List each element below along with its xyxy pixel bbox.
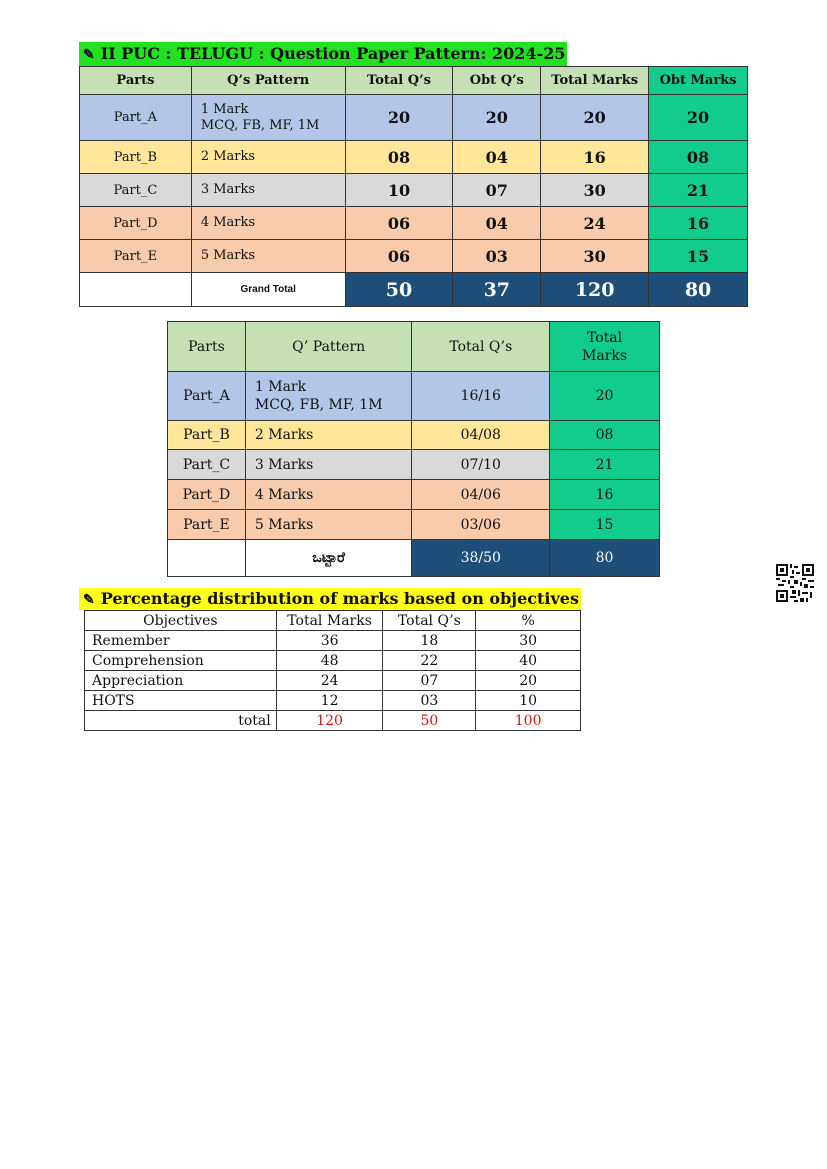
part-label: Part_E <box>80 240 192 273</box>
total-marks-cell: 120 <box>276 711 383 731</box>
total-marks-cell: 80 <box>550 540 660 577</box>
obt-marks-cell: 16 <box>649 207 748 240</box>
header-total-marks: Total Marks <box>276 611 383 631</box>
total-marks-cell: 21 <box>550 450 660 480</box>
pattern-cell: 5 Marks <box>245 510 412 540</box>
total-q-cell: 06 <box>345 207 453 240</box>
obt-q-cell: 03 <box>453 240 541 273</box>
pattern-line: MCQ, FB, MF, 1M <box>254 397 383 413</box>
pattern-cell <box>245 372 412 421</box>
total-q-cell: 04/08 <box>412 421 550 450</box>
objective-label: Comprehension <box>85 651 277 671</box>
total-marks-cell: 24 <box>541 207 649 240</box>
pattern-cell <box>191 95 345 141</box>
obt-q-cell: 04 <box>453 141 541 174</box>
table-header-row <box>85 611 581 631</box>
table-row <box>80 240 748 273</box>
header-pattern: Q’s Pattern <box>191 67 345 95</box>
pattern-cell: 2 Marks <box>245 421 412 450</box>
total-row <box>85 711 581 731</box>
obt-q-cell: 04 <box>453 207 541 240</box>
obt-marks-cell: 15 <box>649 240 748 273</box>
questions-cell: 18 <box>383 631 476 651</box>
grand-obt-q: 37 <box>453 273 541 307</box>
table-row <box>168 480 660 510</box>
header-obt-q: Obt Q’s <box>453 67 541 95</box>
total-questions-cell: 50 <box>383 711 476 731</box>
table-header-row <box>168 322 660 372</box>
part-label: Part_B <box>168 421 246 450</box>
table-row <box>80 95 748 141</box>
part-label: Part_D <box>168 480 246 510</box>
table-row <box>168 450 660 480</box>
total-marks-cell: 16 <box>550 480 660 510</box>
percent-cell: 20 <box>476 671 581 691</box>
questions-cell: 03 <box>383 691 476 711</box>
total-q-cell: 04/06 <box>412 480 550 510</box>
total-q-cell: 08 <box>345 141 453 174</box>
total-q-cell: 16/16 <box>412 372 550 421</box>
qr-code-icon <box>776 564 814 602</box>
header-obt-marks: Obt Marks <box>649 67 748 95</box>
obt-marks-cell: 08 <box>649 141 748 174</box>
empty-cell <box>80 273 192 307</box>
total-q-cell: 06 <box>345 240 453 273</box>
pattern-cell: 4 Marks <box>191 207 345 240</box>
grand-obt-marks: 80 <box>649 273 748 307</box>
percent-cell: 30 <box>476 631 581 651</box>
marks-cell: 24 <box>276 671 383 691</box>
header-parts: Parts <box>80 67 192 95</box>
pencil-icon: ✎ <box>83 592 95 608</box>
objectives-distribution-table <box>84 610 581 731</box>
total-label: ಒಟ್ಟಾರೆ <box>245 540 412 577</box>
header-percent: % <box>476 611 581 631</box>
total-q-cell: 07/10 <box>412 450 550 480</box>
obt-q-cell: 20 <box>453 95 541 141</box>
questions-cell: 07 <box>383 671 476 691</box>
part-label: Part_C <box>168 450 246 480</box>
table-header-row <box>80 67 748 95</box>
pattern-cell: 5 Marks <box>191 240 345 273</box>
total-q-cell: 10 <box>345 174 453 207</box>
table-row <box>168 372 660 421</box>
part-label: Part_A <box>80 95 192 141</box>
total-q-cell: 38/50 <box>412 540 550 577</box>
marks-cell: 12 <box>276 691 383 711</box>
header-total-q: Total Q’s <box>383 611 476 631</box>
total-q-cell: 20 <box>345 95 453 141</box>
pattern-cell: 4 Marks <box>245 480 412 510</box>
pattern-line: 1 Mark <box>254 379 307 395</box>
table-row <box>80 141 748 174</box>
summary-pattern-table <box>167 321 660 577</box>
part-label: Part_C <box>80 174 192 207</box>
header-parts: Parts <box>168 322 246 372</box>
total-marks-cell: 20 <box>550 372 660 421</box>
part-label: Part_B <box>80 141 192 174</box>
question-paper-pattern-table <box>79 66 748 307</box>
grand-total-q: 50 <box>345 273 453 307</box>
table-row <box>85 631 581 651</box>
header-pattern: Q’ Pattern <box>245 322 412 372</box>
table-row <box>80 207 748 240</box>
part-label: Part_D <box>80 207 192 240</box>
total-marks-cell: 30 <box>541 240 649 273</box>
objectives-banner <box>79 588 581 610</box>
table-row <box>168 510 660 540</box>
pencil-icon: ✎ <box>83 47 95 63</box>
total-marks-cell: 30 <box>541 174 649 207</box>
total-row <box>168 540 660 577</box>
pattern-line: 1 Mark <box>200 101 249 117</box>
part-label: Part_A <box>168 372 246 421</box>
obt-q-cell: 07 <box>453 174 541 207</box>
pattern-cell: 3 Marks <box>245 450 412 480</box>
header-total-q: Total Q’s <box>412 322 550 372</box>
title-banner <box>79 42 567 66</box>
header-total-marks: Total Marks <box>550 322 660 372</box>
total-q-cell: 03/06 <box>412 510 550 540</box>
pattern-cell: 3 Marks <box>191 174 345 207</box>
marks-cell: 36 <box>276 631 383 651</box>
part-label: Part_E <box>168 510 246 540</box>
marks-cell: 48 <box>276 651 383 671</box>
grand-total-marks: 120 <box>541 273 649 307</box>
total-marks-cell: 16 <box>541 141 649 174</box>
title-text: II PUC : TELUGU : Question Paper Pattern: 2024-25 <box>100 44 566 63</box>
header-total-q: Total Q’s <box>345 67 453 95</box>
table-row <box>85 691 581 711</box>
percent-cell: 40 <box>476 651 581 671</box>
total-percent-cell: 100 <box>476 711 581 731</box>
objectives-title: Percentage distribution of marks based on objectives <box>100 589 579 608</box>
table-row <box>85 671 581 691</box>
total-marks-cell: 08 <box>550 421 660 450</box>
total-marks-cell: 15 <box>550 510 660 540</box>
table-row <box>80 174 748 207</box>
header-total-marks: Total Marks <box>541 67 649 95</box>
objective-label: HOTS <box>85 691 277 711</box>
table-row <box>85 651 581 671</box>
pattern-line: MCQ, FB, MF, 1M <box>200 117 320 133</box>
grand-total-row <box>80 273 748 307</box>
obt-marks-cell: 20 <box>649 95 748 141</box>
grand-total-label: Grand Total <box>191 273 345 307</box>
questions-cell: 22 <box>383 651 476 671</box>
total-label: total <box>85 711 277 731</box>
total-marks-cell: 20 <box>541 95 649 141</box>
empty-cell <box>168 540 246 577</box>
header-objectives: Objectives <box>85 611 277 631</box>
table-row <box>168 421 660 450</box>
objective-label: Remember <box>85 631 277 651</box>
objective-label: Appreciation <box>85 671 277 691</box>
pattern-cell: 2 Marks <box>191 141 345 174</box>
percent-cell: 10 <box>476 691 581 711</box>
obt-marks-cell: 21 <box>649 174 748 207</box>
